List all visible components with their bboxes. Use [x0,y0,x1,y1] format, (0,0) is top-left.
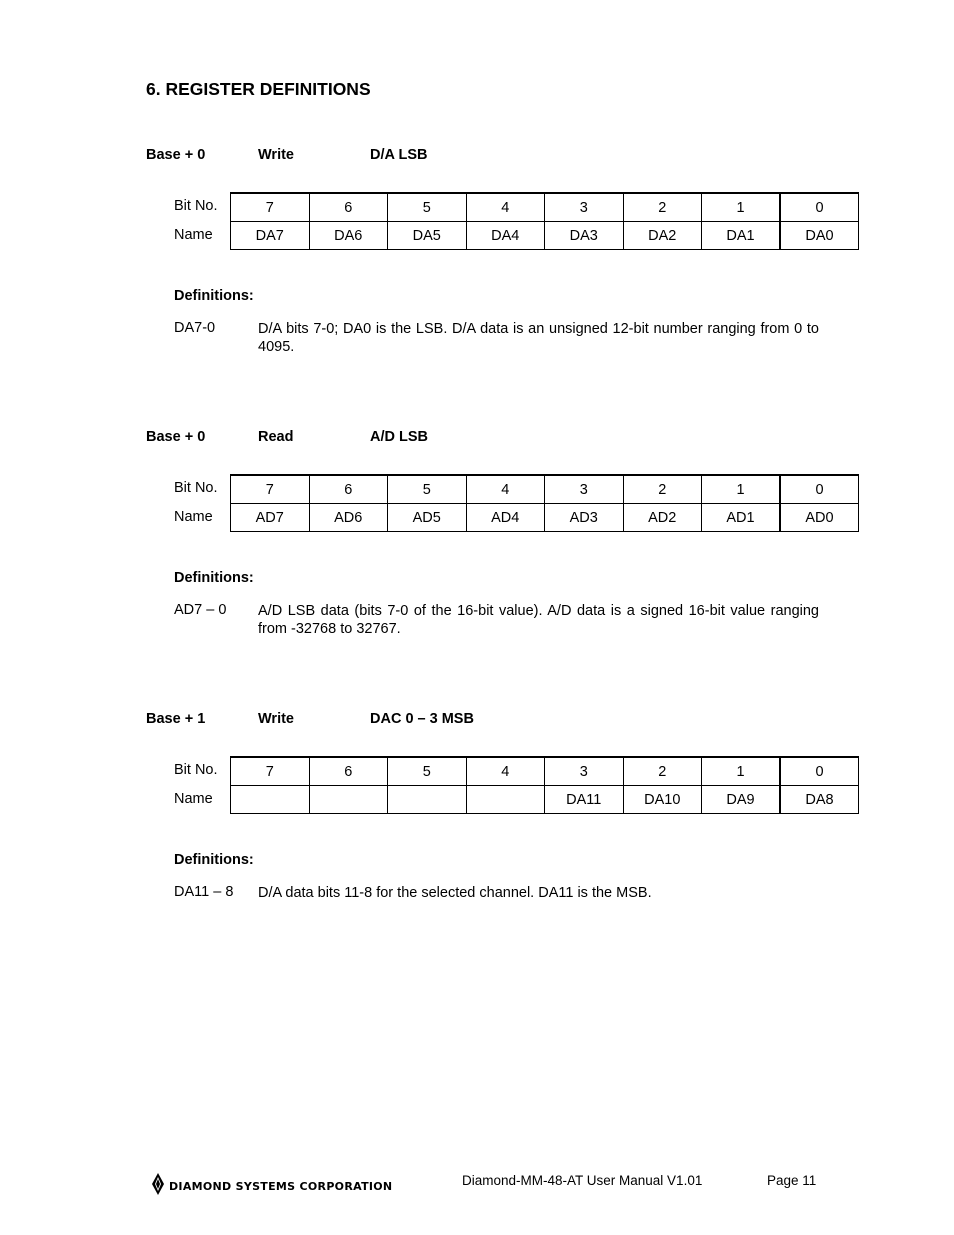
company-logo [152,1173,392,1200]
bit-name-cell: AD7 [231,504,310,532]
bit-name-cell: AD2 [623,504,702,532]
register-address: Base + 0 [146,429,206,445]
bit-number-cell: 2 [623,757,702,786]
bit-number-cell: 0 [780,475,859,504]
bit-number-cell: 6 [309,193,388,222]
bit-name-cell: DA6 [309,222,388,250]
bit-number-cell: 5 [388,193,467,222]
register-name: DAC 0 – 3 MSB [370,711,474,727]
bit-number-cell: 4 [466,475,545,504]
bit-name-cell: AD3 [545,504,624,532]
bit-number-cell: 4 [466,757,545,786]
bit-name-cell: DA11 [545,786,624,814]
logo-text: DIAMOND SYSTEMS CORPORATION [169,1180,393,1193]
register-access: Write [258,711,294,727]
bit-number-row [231,193,859,222]
diamond-icon [152,1173,164,1200]
bit-name-cell: AD6 [309,504,388,532]
bit-name-cell: DA7 [231,222,310,250]
bit-number-cell: 4 [466,193,545,222]
bit-number-row [231,475,859,504]
definitions-label: Definitions: [174,570,254,586]
bitno-label: Bit No. [174,480,218,496]
bit-name-cell: DA3 [545,222,624,250]
register-address: Base + 1 [146,711,206,727]
bit-number-cell: 3 [545,757,624,786]
bit-name-cell: DA8 [780,786,859,814]
bitno-label: Bit No. [174,762,218,778]
bit-name-cell [388,786,467,814]
name-label: Name [174,791,213,807]
bit-name-cell: DA10 [623,786,702,814]
definitions-label: Definitions: [174,852,254,868]
bit-number-cell: 5 [388,475,467,504]
page-number: Page 11 [767,1173,817,1188]
bit-number-cell: 5 [388,757,467,786]
definition-term: DA11 – 8 [174,884,234,900]
bitno-label: Bit No. [174,198,218,214]
bit-name-cell: DA2 [623,222,702,250]
register-access: Read [258,429,294,445]
manual-title: Diamond-MM-48-AT User Manual V1.01 [462,1173,703,1188]
definition-text: D/A data bits 11-8 for the selected channel. DA11 is the MSB. [258,885,652,901]
bit-name-cell [466,786,545,814]
bit-name-cell: DA0 [780,222,859,250]
definition-text: D/A bits 7-0; DA0 is the LSB. D/A data is an unsigned 12-bit number ranging from 0 to 4095. [258,321,819,355]
bit-number-cell: 1 [702,193,781,222]
bit-name-row [231,222,859,250]
bit-name-cell: AD5 [388,504,467,532]
bit-name-cell: DA9 [702,786,781,814]
register-access: Write [258,147,294,163]
bit-name-cell [231,786,310,814]
register-name: D/A LSB [370,147,428,163]
bit-number-cell: 3 [545,475,624,504]
bit-name-row [231,786,859,814]
definitions-label: Definitions: [174,288,254,304]
bit-table [230,474,859,532]
bit-number-cell: 2 [623,475,702,504]
bit-name-cell: AD1 [702,504,781,532]
bit-number-cell: 0 [780,757,859,786]
bit-name-cell [309,786,388,814]
bit-name-cell: AD4 [466,504,545,532]
bit-number-cell: 1 [702,757,781,786]
bit-name-cell: AD0 [780,504,859,532]
bit-table [230,192,859,250]
register-address: Base + 0 [146,147,206,163]
bit-name-cell: DA1 [702,222,781,250]
section-title: 6. REGISTER DEFINITIONS [146,79,371,99]
bit-number-cell: 0 [780,193,859,222]
bit-number-cell: 1 [702,475,781,504]
bit-number-cell: 7 [231,757,310,786]
bit-number-cell: 2 [623,193,702,222]
name-label: Name [174,509,213,525]
bit-number-cell: 6 [309,475,388,504]
bit-name-cell: DA5 [388,222,467,250]
bit-number-cell: 6 [309,757,388,786]
bit-number-cell: 3 [545,193,624,222]
name-label: Name [174,227,213,243]
definition-term: AD7 – 0 [174,602,227,618]
bit-number-row [231,757,859,786]
register-name: A/D LSB [370,429,428,445]
bit-name-cell: DA4 [466,222,545,250]
bit-number-cell: 7 [231,193,310,222]
definition-text: A/D LSB data (bits 7-0 of the 16-bit value). A/D data is a signed 16-bit value ranging from -32768 to 32767. [258,603,819,637]
bit-table [230,756,859,814]
bit-name-row [231,504,859,532]
definition-term: DA7-0 [174,320,216,336]
bit-number-cell: 7 [231,475,310,504]
